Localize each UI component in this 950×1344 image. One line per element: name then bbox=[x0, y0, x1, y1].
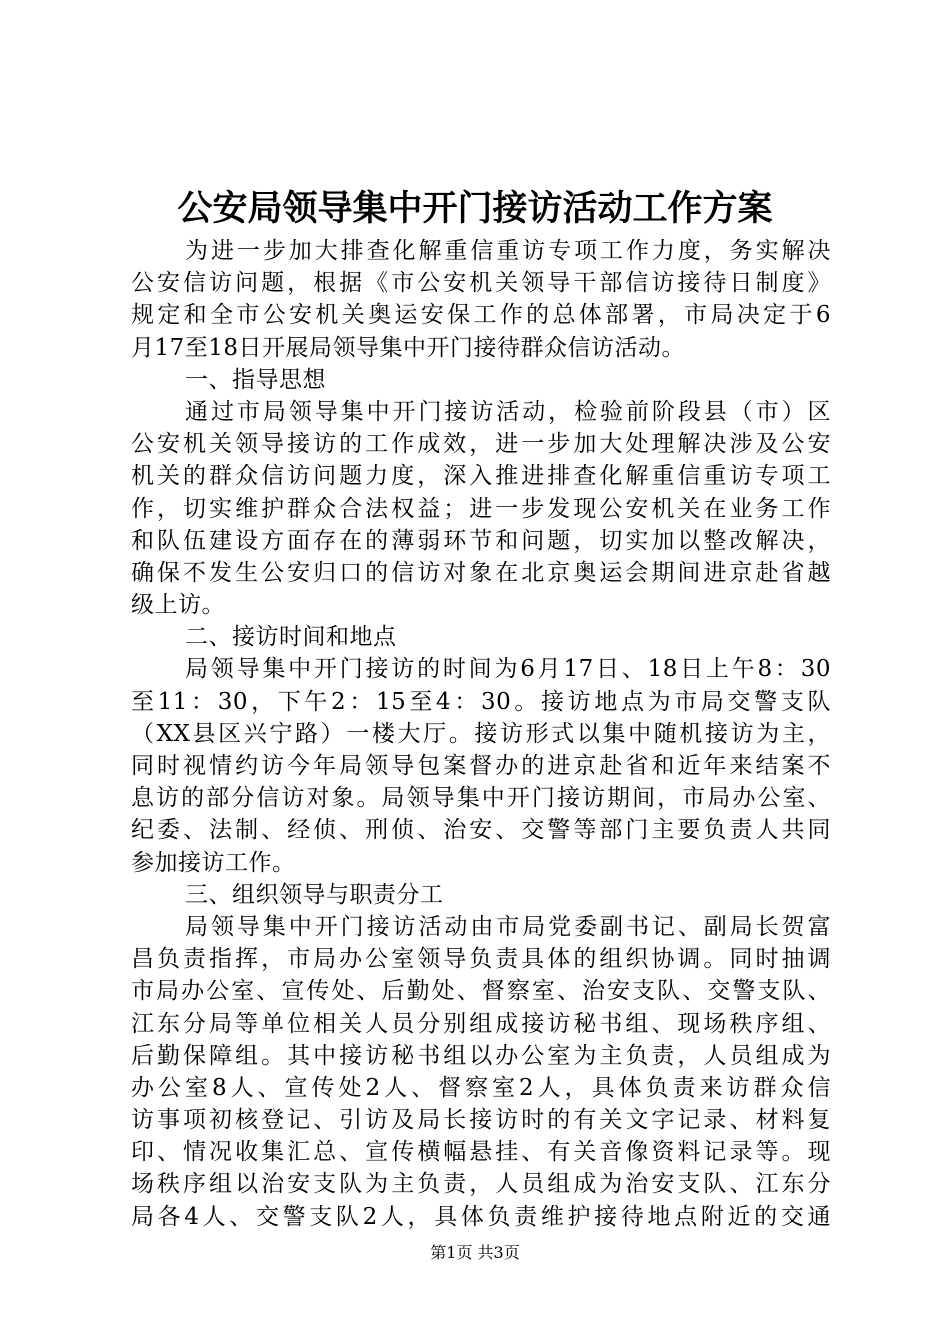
text-line: 机关的群众信访问题力度，深入推进排查化解重信重访专项工 bbox=[131, 463, 831, 490]
text-line: 公安信访问题，根据《市公安机关领导干部信访接待日制度》 bbox=[131, 270, 831, 297]
text-line: 公安机关领导接访的工作成效，进一步加大处理解决涉及公安 bbox=[131, 431, 831, 458]
text-line: 办公室8人、宣传处2人、督察室2人，具体负责来访群众信 bbox=[131, 1074, 831, 1101]
text-line: 印、情况收集汇总、宣传横幅悬挂、有关音像资料记录等。现 bbox=[131, 1139, 831, 1166]
text-line: 级上访。 bbox=[131, 592, 225, 619]
text-line: 至11：30，下午2：15至4：30。接访地点为市局交警支队 bbox=[131, 688, 831, 715]
text-line: 确保不发生公安归口的信访对象在北京奥运会期间进京赴省越 bbox=[131, 559, 831, 586]
document-body bbox=[131, 235, 831, 1233]
text-line: 局领导集中开门接访活动由市局党委副书记、副局长贺富 bbox=[185, 913, 831, 940]
text-line: 市局办公室、宣传处、后勤处、督察室、治安支队、交警支队、 bbox=[131, 978, 831, 1005]
text-line: 规定和全市公安机关奥运安保工作的总体部署，市局决定于6 bbox=[131, 302, 831, 329]
text-line: 三、组织领导与职责分工 bbox=[185, 881, 444, 908]
text-line: 局领导集中开门接访的时间为6月17日、18日上午8：30 bbox=[185, 656, 831, 683]
text-line: 参加接访工作。 bbox=[131, 849, 296, 876]
text-line: 二、接访时间和地点 bbox=[185, 624, 397, 651]
text-line: 场秩序组以治安支队为主负责，人员组成为治安支队、江东分 bbox=[131, 1171, 831, 1198]
text-line: 一、指导思想 bbox=[185, 366, 326, 393]
document-title: 公安局领导集中开门接访活动工作方案 bbox=[177, 188, 773, 229]
text-line: 访事项初核登记、引访及局长接访时的有关文字记录、材料复 bbox=[131, 1107, 831, 1134]
text-line: 作，切实维护群众合法权益；进一步发现公安机关在业务工作 bbox=[131, 495, 831, 522]
text-line: （XX县区兴宁路）一楼大厅。接访形式以集中随机接访为主， bbox=[131, 720, 831, 747]
text-line: 月17至18日开展局领导集中开门接待群众信访活动。 bbox=[131, 334, 686, 361]
text-line: 和队伍建设方面存在的薄弱环节和问题，切实加以整改解决， bbox=[131, 527, 831, 554]
text-line: 纪委、法制、经侦、刑侦、治安、交警等部门主要负责人共同 bbox=[131, 817, 831, 844]
text-line: 江东分局等单位相关人员分别组成接访秘书组、现场秩序组、 bbox=[131, 1010, 831, 1037]
text-line: 昌负责指挥，市局办公室领导负责具体的组织协调。同时抽调 bbox=[131, 946, 831, 973]
text-line: 为进一步加大排查化解重信重访专项工作力度，务实解决 bbox=[185, 238, 831, 264]
text-line: 局各4人、交警支队2人，具体负责维护接待地点附近的交通 bbox=[131, 1203, 831, 1230]
text-line: 通过市局领导集中开门接访活动，检验前阶段县（市）区 bbox=[185, 398, 831, 425]
text-line: 同时视情约访今年局领导包案督办的进京赴省和近年来结案不 bbox=[131, 753, 831, 779]
text-line: 后勤保障组。其中接访秘书组以办公室为主负责，人员组成为 bbox=[131, 1042, 831, 1069]
page-footer: 第1页 共3页 bbox=[430, 1243, 520, 1262]
text-line: 息访的部分信访对象。局领导集中开门接访期间，市局办公室、 bbox=[131, 785, 831, 812]
